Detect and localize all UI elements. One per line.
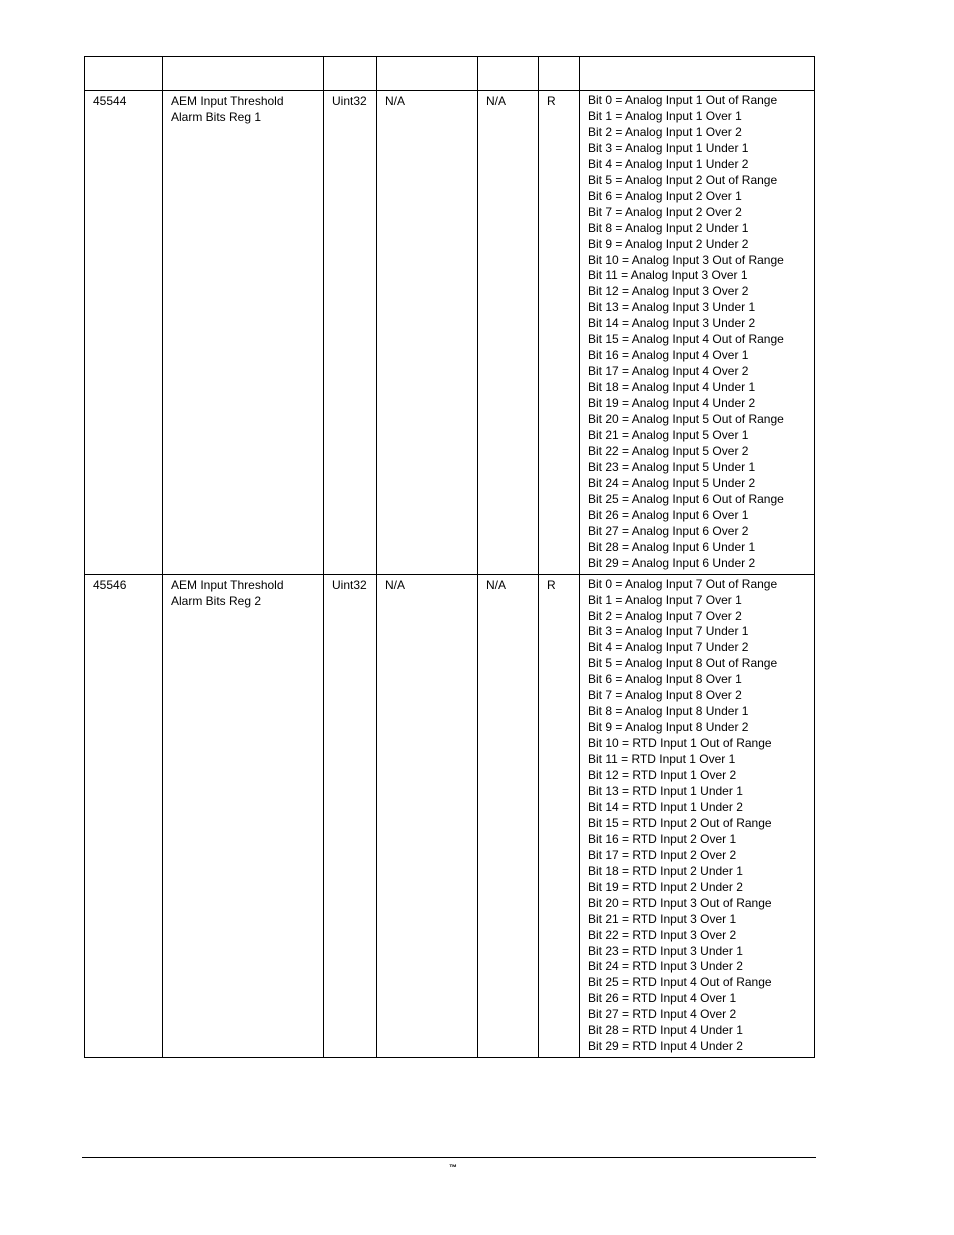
bit-description: Bit 24 = Analog Input 5 Under 2 bbox=[588, 475, 756, 490]
bit-description: Bit 22 = RTD Input 3 Over 2 bbox=[588, 927, 737, 942]
bit-description: Bit 5 = Analog Input 2 Out of Range bbox=[588, 172, 778, 187]
bit-description: Bit 10 = Analog Input 3 Out of Range bbox=[588, 252, 784, 267]
bit-description: Bit 18 = Analog Input 4 Under 1 bbox=[588, 380, 756, 395]
bit-description: Bit 28 = Analog Input 6 Under 1 bbox=[588, 539, 756, 554]
bit-description: Bit 12 = RTD Input 1 Over 2 bbox=[588, 768, 737, 783]
register-name-line: AEM Input Threshold bbox=[171, 577, 284, 592]
bit-description: Bit 17 = Analog Input 4 Over 2 bbox=[588, 364, 749, 379]
bit-description: Bit 15 = RTD Input 2 Out of Range bbox=[588, 815, 772, 830]
bit-description: Bit 26 = Analog Input 6 Over 1 bbox=[588, 507, 749, 522]
bit-description: Bit 2 = Analog Input 1 Over 2 bbox=[588, 124, 742, 139]
bit-description: Bit 7 = Analog Input 2 Over 2 bbox=[588, 204, 742, 219]
register-name bbox=[163, 574, 324, 1058]
bit-description: Bit 29 = RTD Input 4 Under 2 bbox=[588, 1039, 743, 1054]
register-units: N/A bbox=[377, 91, 478, 575]
table-header-row bbox=[85, 57, 815, 91]
register-address: 45546 bbox=[85, 574, 163, 1058]
register-scale: N/A bbox=[478, 91, 539, 575]
bit-description: Bit 8 = Analog Input 2 Under 1 bbox=[588, 220, 749, 235]
register-type: Uint32 bbox=[324, 574, 377, 1058]
bit-description: Bit 16 = Analog Input 4 Over 1 bbox=[588, 348, 749, 363]
bit-description: Bit 28 = RTD Input 4 Under 1 bbox=[588, 1023, 743, 1038]
table-row bbox=[85, 574, 815, 1058]
bit-description: Bit 25 = RTD Input 4 Out of Range bbox=[588, 975, 772, 990]
bit-description: Bit 5 = Analog Input 8 Out of Range bbox=[588, 656, 778, 671]
register-units: N/A bbox=[377, 574, 478, 1058]
bit-description: Bit 23 = RTD Input 3 Under 1 bbox=[588, 943, 743, 958]
bit-description: Bit 3 = Analog Input 1 Under 1 bbox=[588, 140, 749, 155]
bit-description: Bit 4 = Analog Input 1 Under 2 bbox=[588, 156, 749, 171]
bit-description: Bit 20 = Analog Input 5 Out of Range bbox=[588, 412, 784, 427]
bit-description: Bit 9 = Analog Input 2 Under 2 bbox=[588, 236, 749, 251]
bit-description: Bit 1 = Analog Input 1 Over 1 bbox=[588, 108, 742, 123]
header-cell bbox=[377, 57, 478, 91]
bit-description: Bit 22 = Analog Input 5 Over 2 bbox=[588, 443, 749, 458]
bit-description: Bit 1 = Analog Input 7 Over 1 bbox=[588, 592, 742, 607]
bit-description: Bit 19 = RTD Input 2 Under 2 bbox=[588, 879, 743, 894]
trademark-symbol: ™ bbox=[449, 1163, 457, 1172]
register-name-line: Alarm Bits Reg 2 bbox=[171, 593, 262, 608]
bit-description: Bit 23 = Analog Input 5 Under 1 bbox=[588, 459, 756, 474]
register-scale: N/A bbox=[478, 574, 539, 1058]
bit-description: Bit 21 = RTD Input 3 Over 1 bbox=[588, 911, 737, 926]
header-cell bbox=[163, 57, 324, 91]
bit-description: Bit 9 = Analog Input 8 Under 2 bbox=[588, 720, 749, 735]
header-cell bbox=[85, 57, 163, 91]
bit-description: Bit 14 = Analog Input 3 Under 2 bbox=[588, 316, 756, 331]
register-access: R bbox=[539, 574, 580, 1058]
bit-description: Bit 18 = RTD Input 2 Under 1 bbox=[588, 863, 743, 878]
register-name-line: Alarm Bits Reg 1 bbox=[171, 110, 262, 124]
bit-description: Bit 20 = RTD Input 3 Out of Range bbox=[588, 895, 772, 910]
register-type: Uint32 bbox=[324, 91, 377, 575]
register-bit-descriptions bbox=[580, 574, 815, 1058]
bit-description: Bit 13 = RTD Input 1 Under 1 bbox=[588, 783, 743, 798]
bit-description: Bit 11 = Analog Input 3 Over 1 bbox=[588, 268, 748, 283]
bit-description: Bit 0 = Analog Input 7 Out of Range bbox=[588, 576, 778, 591]
header-cell bbox=[580, 57, 815, 91]
register-name bbox=[163, 91, 324, 575]
bit-description: Bit 27 = RTD Input 4 Over 2 bbox=[588, 1007, 737, 1022]
bit-description: Bit 0 = Analog Input 1 Out of Range bbox=[588, 93, 778, 107]
bit-description: Bit 10 = RTD Input 1 Out of Range bbox=[588, 736, 772, 751]
register-name-line: AEM Input Threshold bbox=[171, 94, 284, 108]
bit-description: Bit 16 = RTD Input 2 Over 1 bbox=[588, 831, 737, 846]
header-cell bbox=[539, 57, 580, 91]
header-cell bbox=[324, 57, 377, 91]
bit-description: Bit 8 = Analog Input 8 Under 1 bbox=[588, 704, 749, 719]
bit-description: Bit 19 = Analog Input 4 Under 2 bbox=[588, 396, 756, 411]
register-table bbox=[84, 56, 815, 1058]
register-bit-descriptions bbox=[580, 91, 815, 575]
bit-description: Bit 6 = Analog Input 8 Over 1 bbox=[588, 672, 742, 687]
bit-description: Bit 29 = Analog Input 6 Under 2 bbox=[588, 555, 756, 570]
bit-description: Bit 14 = RTD Input 1 Under 2 bbox=[588, 799, 743, 814]
bit-description: Bit 6 = Analog Input 2 Over 1 bbox=[588, 188, 742, 203]
table-row bbox=[85, 91, 815, 575]
footer-rule bbox=[82, 1157, 816, 1158]
bit-description: Bit 24 = RTD Input 3 Under 2 bbox=[588, 959, 743, 974]
bit-description: Bit 2 = Analog Input 7 Over 2 bbox=[588, 608, 742, 623]
bit-description: Bit 13 = Analog Input 3 Under 1 bbox=[588, 300, 756, 315]
bit-description: Bit 27 = Analog Input 6 Over 2 bbox=[588, 523, 749, 538]
bit-description: Bit 7 = Analog Input 8 Over 2 bbox=[588, 688, 742, 703]
header-cell bbox=[478, 57, 539, 91]
bit-description: Bit 21 = Analog Input 5 Over 1 bbox=[588, 428, 749, 443]
bit-description: Bit 3 = Analog Input 7 Under 1 bbox=[588, 624, 749, 639]
register-address: 45544 bbox=[85, 91, 163, 575]
bit-description: Bit 11 = RTD Input 1 Over 1 bbox=[588, 752, 736, 767]
bit-description: Bit 25 = Analog Input 6 Out of Range bbox=[588, 491, 784, 506]
bit-description: Bit 15 = Analog Input 4 Out of Range bbox=[588, 332, 784, 347]
register-access: R bbox=[539, 91, 580, 575]
bit-description: Bit 4 = Analog Input 7 Under 2 bbox=[588, 640, 749, 655]
bit-description: Bit 17 = RTD Input 2 Over 2 bbox=[588, 847, 737, 862]
bit-description: Bit 12 = Analog Input 3 Over 2 bbox=[588, 284, 749, 299]
bit-description: Bit 26 = RTD Input 4 Over 1 bbox=[588, 991, 737, 1006]
